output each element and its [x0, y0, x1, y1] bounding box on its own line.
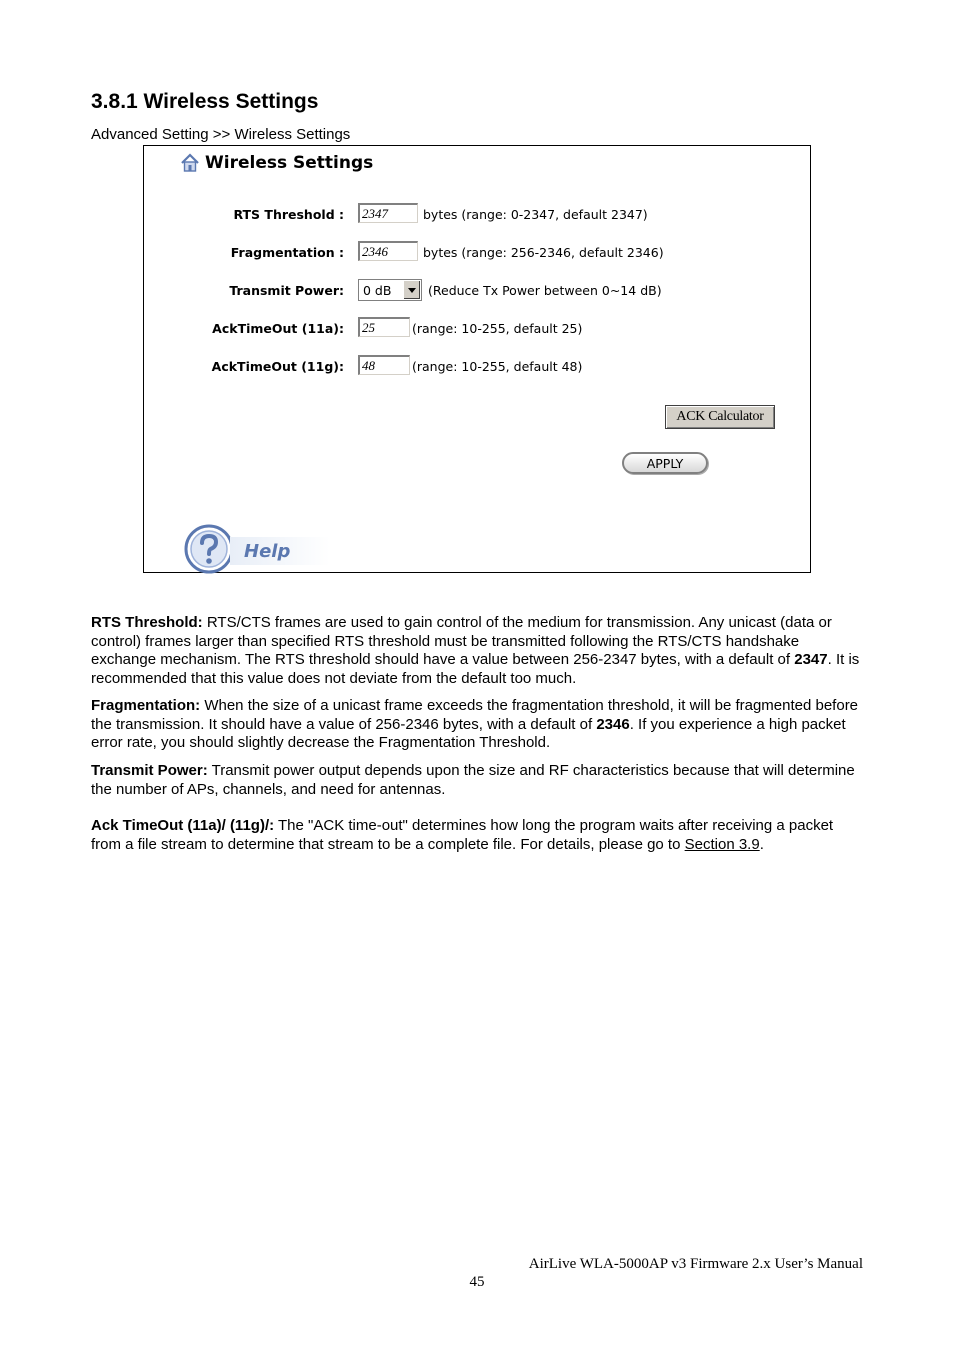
wireless-settings-panel	[143, 145, 811, 573]
rts-default: 2347	[794, 651, 828, 668]
help-question-icon[interactable]	[184, 524, 234, 578]
ack11a-label: AckTimeOut (11a):	[212, 321, 344, 336]
ack-term: Ack TimeOut (11a)/ (11g)/:	[91, 817, 275, 834]
ack11g-hint: (range: 10-255, default 48)	[412, 359, 583, 374]
ack-description	[91, 817, 867, 854]
section-heading: 3.8.1 Wireless Settings	[91, 90, 319, 113]
ack11a-hint: (range: 10-255, default 25)	[412, 321, 583, 336]
help-link[interactable]	[184, 524, 330, 578]
ack11g-label: AckTimeOut (11g):	[211, 359, 344, 374]
dropdown-arrow-icon[interactable]	[403, 281, 420, 299]
ack-text: The "ACK time-out" determines how long the program waits after receiving a packet from a file stream to determine that stream to be a complete file. For details, please go to	[91, 817, 834, 853]
rts-description	[91, 614, 867, 688]
rts-label: RTS Threshold :	[233, 207, 344, 222]
section-3-9-link[interactable]: Section 3.9	[684, 835, 760, 853]
rts-threshold-input[interactable]	[358, 203, 418, 223]
rts-row	[144, 203, 810, 227]
ack-calculator-button[interactable]: ACK Calculator	[665, 405, 775, 429]
breadcrumb: Advanced Setting >> Wireless Settings	[91, 126, 351, 143]
apply-button[interactable]: APPLY	[622, 452, 708, 474]
panel-title-text: Wireless Settings	[205, 153, 374, 173]
rts-term: RTS Threshold:	[91, 614, 203, 631]
frag-label: Fragmentation :	[230, 245, 344, 260]
frag-text-1: When the size of a unicast frame exceeds the fragmentation threshold, it will be fragmented before the transmission. It should have a value of 256-2346 bytes, with a default of	[91, 697, 859, 733]
rts-text-2: . It is recommended that this value does not deviate from the default too much.	[91, 651, 860, 687]
ack11g-row	[144, 355, 810, 379]
page-number: 45	[469, 1274, 485, 1290]
help-label: Help	[244, 540, 291, 562]
frag-text-2: . If you experience a high packet error rate, you should slightly decrease the Fragmentation Threshold.	[91, 715, 846, 751]
rts-text-1: RTS/CTS frames are used to gain control of the medium for transmission. Any unicast (data or control) frames larger than specified RTS threshold must be transmitted following the RTS/CTS handshake exchange mechanism. The RTS threshold should have a value between 256-2347 bytes, with a default of	[91, 614, 832, 668]
frag-description	[91, 697, 867, 753]
frag-hint: bytes (range: 256-2346, default 2346)	[423, 245, 664, 260]
ack-end: .	[759, 835, 764, 853]
ack11a-row	[144, 317, 810, 341]
panel-title	[180, 150, 373, 176]
ack-timeout-11a-input[interactable]	[358, 317, 410, 337]
power-label: Transmit Power:	[229, 283, 344, 298]
frag-default: 2346	[596, 715, 630, 733]
frag-term: Fragmentation:	[91, 697, 201, 714]
transmit-power-value: 0 dB	[363, 283, 392, 298]
power-term: Transmit Power:	[91, 762, 208, 779]
power-row	[144, 279, 810, 303]
fragmentation-input[interactable]	[358, 241, 418, 261]
home-icon	[180, 153, 200, 173]
power-hint: (Reduce Tx Power between 0~14 dB)	[428, 283, 662, 298]
rts-hint: bytes (range: 0-2347, default 2347)	[423, 207, 648, 222]
manual-footer: AirLive WLA-5000AP v3 Firmware 2.x User’s Manual	[528, 1256, 863, 1272]
frag-row	[144, 241, 810, 265]
transmit-power-select[interactable]	[358, 279, 422, 301]
power-description	[91, 762, 867, 799]
ack-timeout-11g-input[interactable]	[358, 355, 410, 375]
help-bar	[230, 537, 330, 565]
power-text: Transmit power output depends upon the size and RF characteristics because that will determine the number of APs, channels, and need for antennas.	[91, 762, 855, 798]
